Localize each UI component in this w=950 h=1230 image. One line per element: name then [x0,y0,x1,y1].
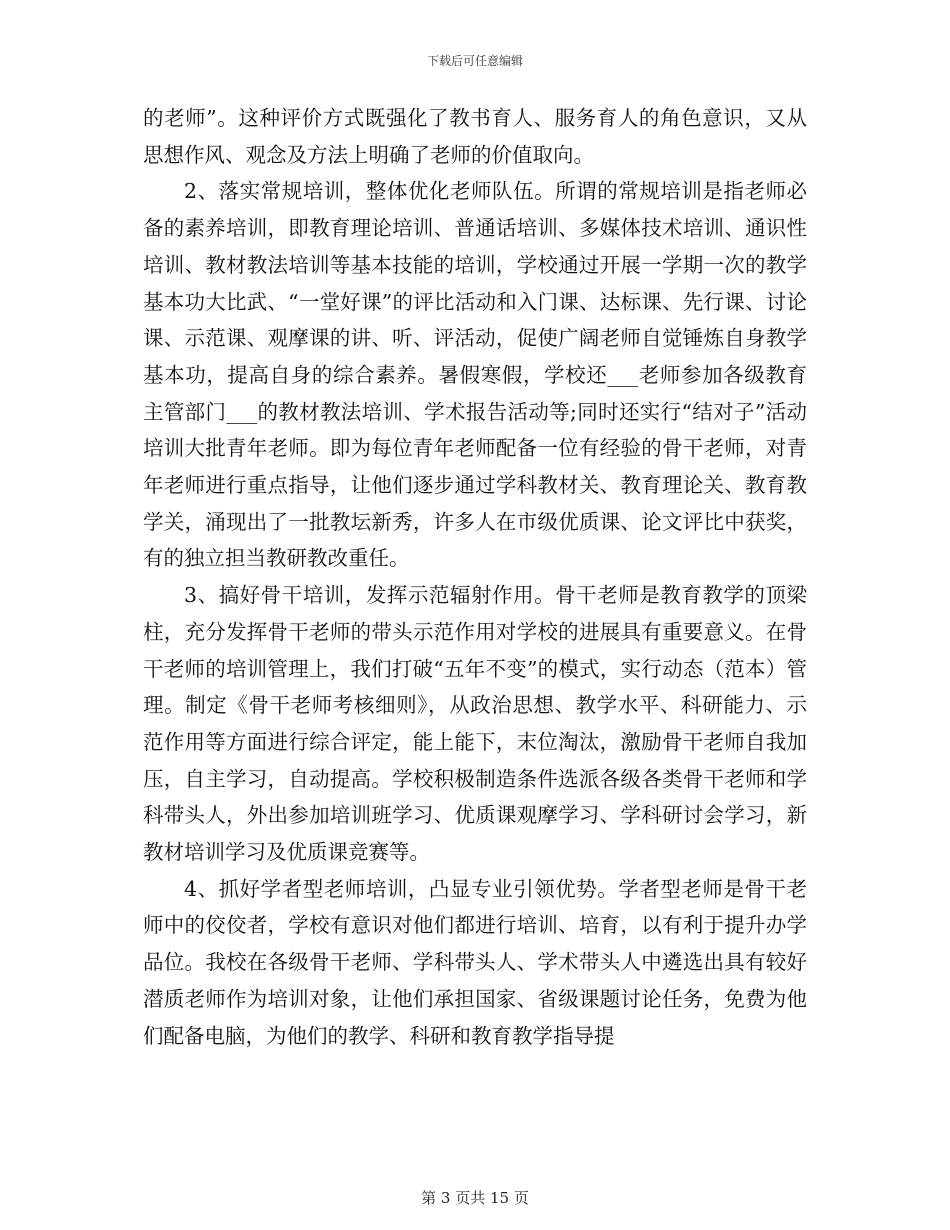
page-header: 下载后可任意编辑 [426,54,523,68]
page-footer: 第 3 页共 15 页 [421,1189,529,1207]
paragraph-routine-training: 2、落实常规培训，整体优化老师队伍。所谓的常规培训是指老师必备的素养培训，即教育理论培训、普通话培训、多媒体技术培训、通识性培训、教材教法培训等基本技能的培训，学校通过开展一学期一次的教学基本功大比武、“一堂好课”的评比活动和入门课、达标课、先行课、讨论课、示范课、观摩课的讲、听、评活动，促使广阔老师自觉锤炼自身教学基本功，提高自身的综合素养。暑假寒假，学校还___老师参加各级教育主管部门___的教材教法培训、学术报告活动等;同时还实行“结对子”活动培训大批青年老师。即为每位青年老师配备一位有经验的骨干老师，对青年老师进行重点指导，让他们逐步通过学科教材关、教育理论关、教育教学关，涌现出了一批教坛新秀，许多人在市级优质课、论文评比中获奖，有的独立担当教研教改重任。 [143,179,807,571]
document-body [143,100,807,1054]
paragraph-continuation: 的老师”。这种评价方式既强化了教书育人、服务育人的角色意识，又从思想作风、观念及方法上明确了老师的价值取向。 [143,106,807,167]
paragraph-scholar-training: 4、抓好学者型老师培训，凸显专业引领优势。学者型老师是骨干老师中的佼佼者，学校有意识对他们都进行培训、培育，以有利于提升办学品位。我校在各级骨干老师、学科带头人、学术带头人中遴选出具有较好潜质老师作为培训对象，让他们承担国家、省级课题讨论任务，免费为他们配备电脑，为他们的教学、科研和教育教学指导提 [143,876,807,1048]
paragraph-backbone-training: 3、搞好骨干培训，发挥示范辐射作用。骨干老师是教育教学的顶梁柱，充分发挥骨干老师的带头示范作用对学校的进展具有重要意义。在骨干老师的培训管理上，我们打破“五年不变”的模式，实行动态（范本）管理。制定《骨干老师考核细则》，从政治思想、教学水平、科研能力、示范作用等方面进行综合评定，能上能下，末位淘汰，激励骨干老师自我加压，自主学习，自动提高。学校积极制造条件选派各级各类骨干老师和学科带头人，外出参加培训班学习、优质课观摩学习、学科研讨会学习，新教材培训学习及优质课竞赛等。 [143,583,807,865]
